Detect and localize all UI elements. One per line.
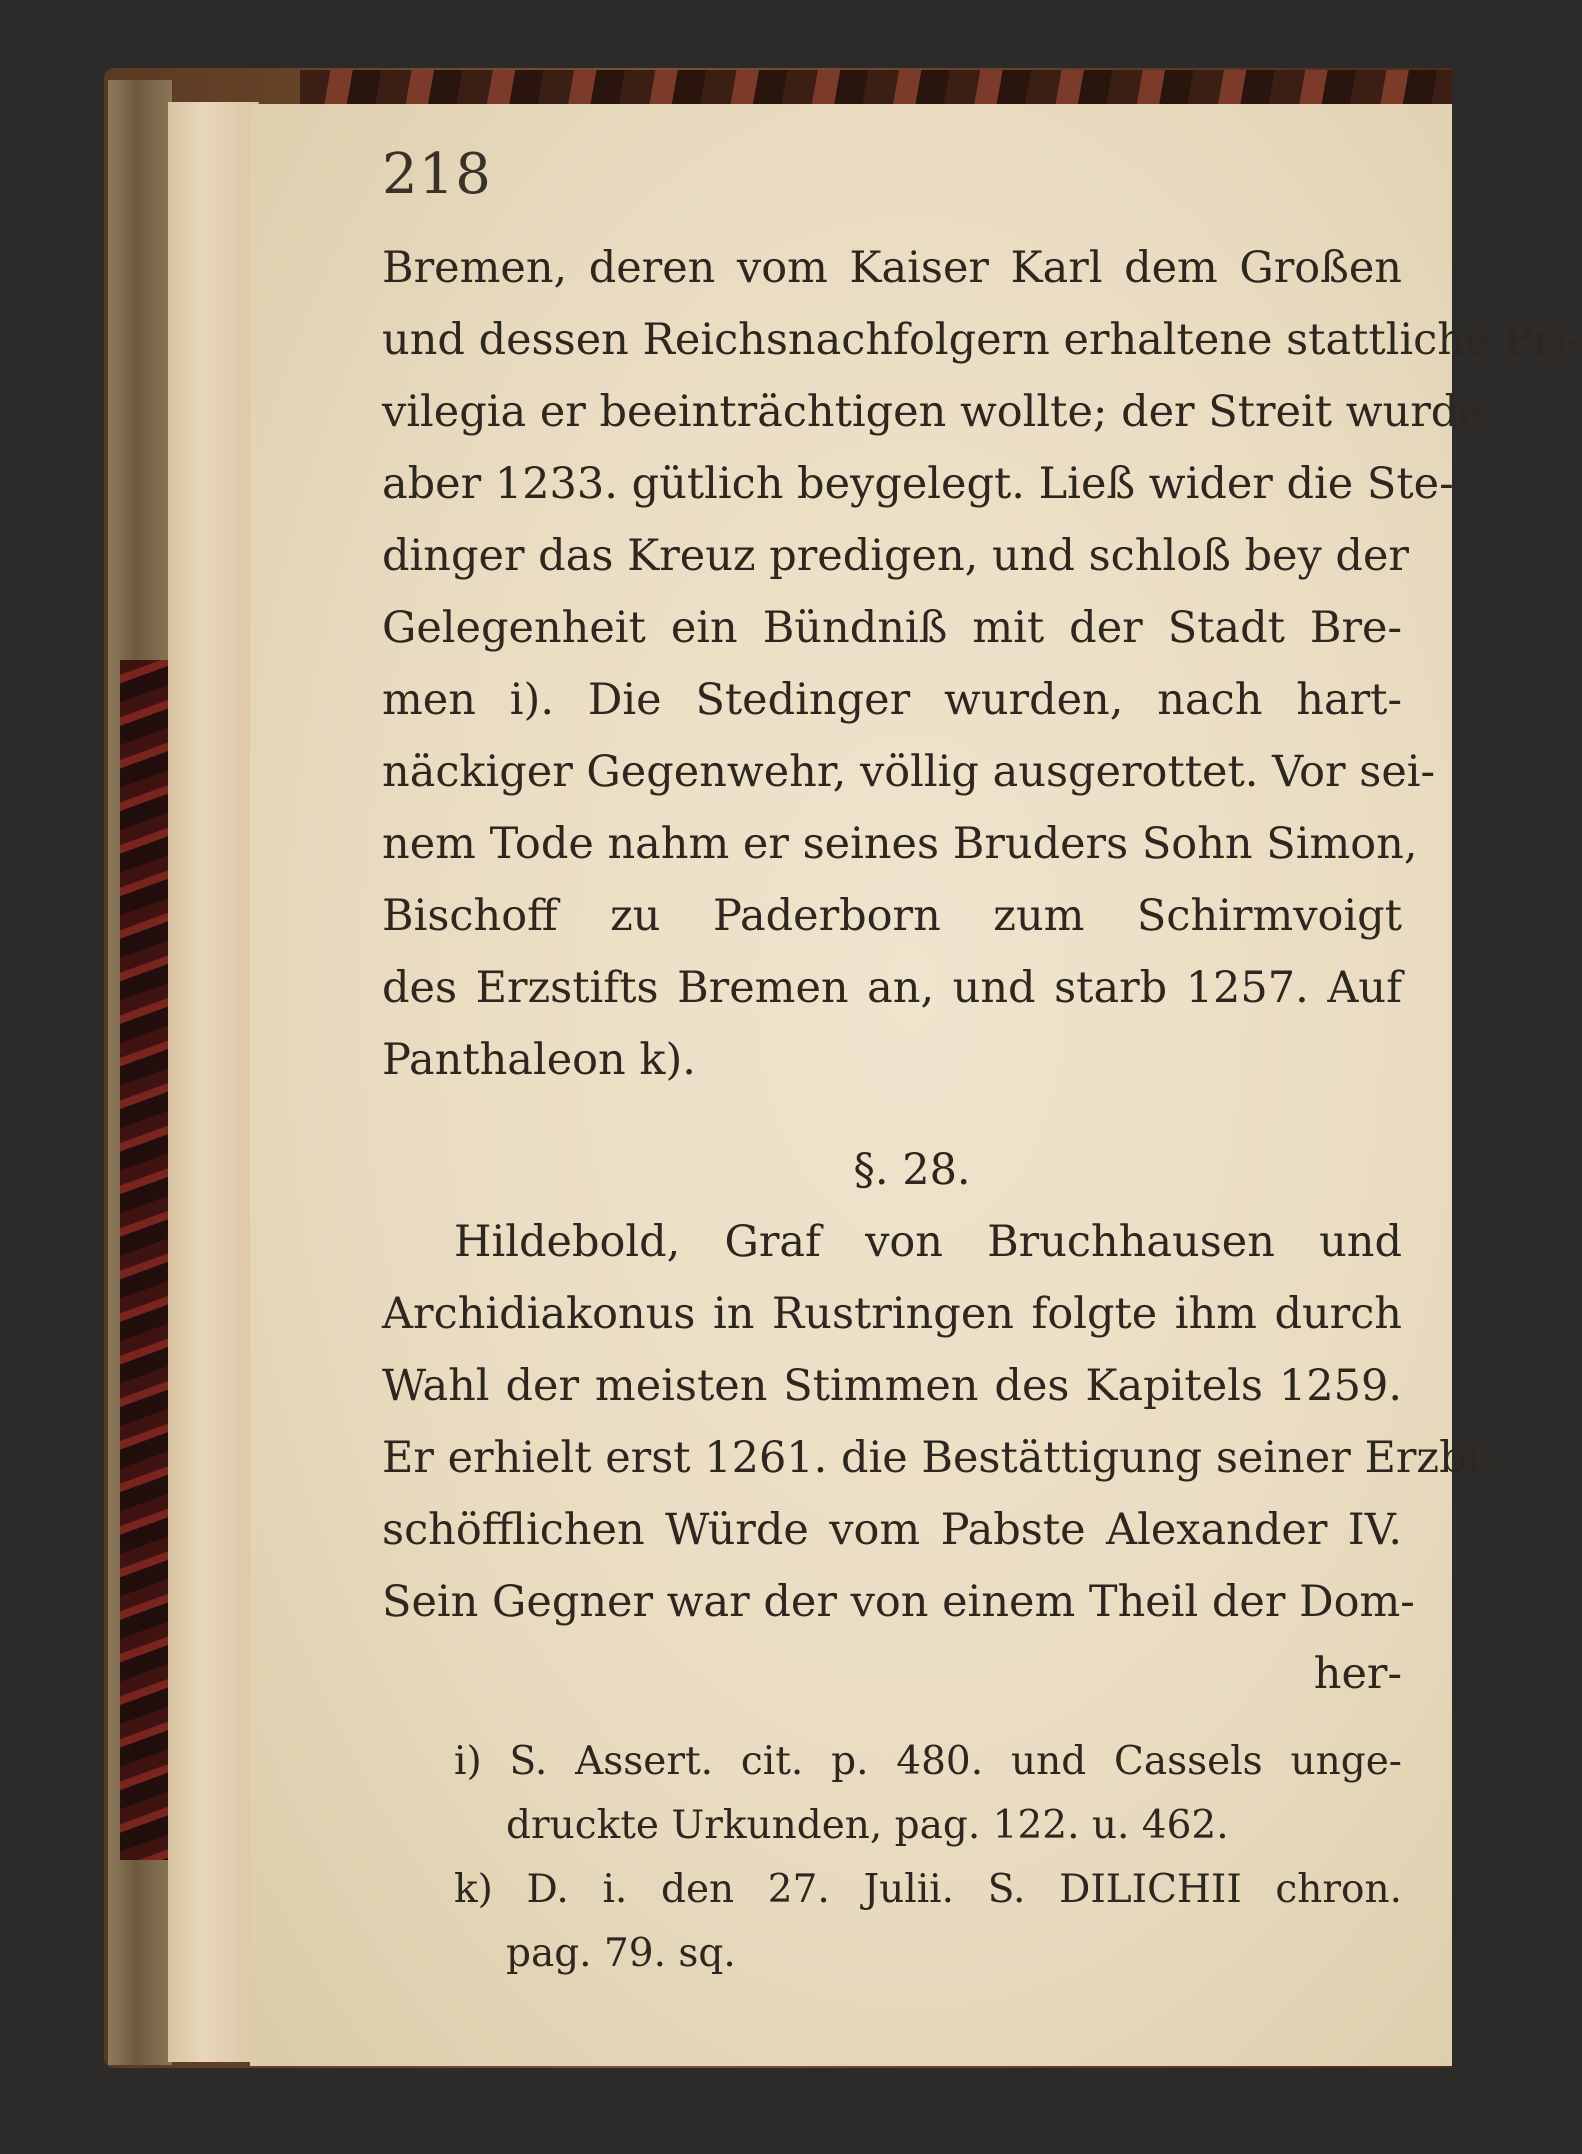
section-line: Wahl der meisten Stimmen des Kapitels 1259. xyxy=(382,1361,1402,1411)
body-line: und dessen Reichsnachfolgern erhaltene stattliche Pri- xyxy=(382,315,1582,365)
page-number: 218 xyxy=(382,142,492,207)
section-line: Er erhielt erst 1261. die Bestättigung seiner Erzbi- xyxy=(382,1433,1495,1483)
footnote-continuation: druckte Urkunden, pag. 122. u. 462. xyxy=(506,1803,1229,1848)
section-spacer xyxy=(382,1096,1402,1134)
body-line: Panthaleon k). xyxy=(382,1035,696,1085)
body-line: Bischoff zu Paderborn zum Schirmvoigt xyxy=(382,891,1402,941)
section-line: schöfflichen Würde vom Pabste Alexander IV. xyxy=(382,1505,1402,1555)
body-line: dinger das Kreuz predigen, und schloß bey der xyxy=(382,531,1409,581)
footnote-line: i) S. Assert. cit. p. 480. und Cassels unge- xyxy=(454,1739,1402,1784)
footnotes xyxy=(382,1730,1402,1986)
section-line: Hildebold, Graf von Bruchhausen und xyxy=(454,1217,1402,1267)
footnote-line: k) D. i. den 27. Julii. S. DILICHII chron. xyxy=(454,1867,1402,1912)
section-heading: §. 28. xyxy=(853,1145,971,1195)
section-line: Sein Gegner war der von einem Theil der Dom- xyxy=(382,1577,1415,1627)
body-line: aber 1233. gütlich beygelegt. Ließ wider die Ste- xyxy=(382,459,1454,509)
body-line: näckiger Gegenwehr, völlig ausgerottet. Vor sei- xyxy=(382,747,1436,797)
section-line: Archidiakonus in Rustringen folgte ihm durch xyxy=(382,1289,1402,1339)
catchword: her- xyxy=(1313,1649,1402,1699)
body-line: Bremen, deren vom Kaiser Karl dem Großen xyxy=(382,243,1402,293)
marbled-endpaper xyxy=(120,660,172,1860)
footnote-continuation: pag. 79. sq. xyxy=(506,1931,736,1976)
main-text xyxy=(382,232,1582,1710)
body-line: men i). Die Stedinger wurden, nach hart- xyxy=(382,675,1402,725)
body-line: nem Tode nahm er seines Bruders Sohn Simon, xyxy=(382,819,1418,869)
body-line: Gelegenheit ein Bündniß mit der Stadt Bre- xyxy=(382,603,1402,653)
body-line: des Erzstifts Bremen an, und starb 1257. Auf xyxy=(382,963,1402,1013)
page-stack-edge xyxy=(168,102,259,2062)
body-line: vilegia er beeinträchtigen wollte; der Streit wurde xyxy=(382,387,1484,437)
